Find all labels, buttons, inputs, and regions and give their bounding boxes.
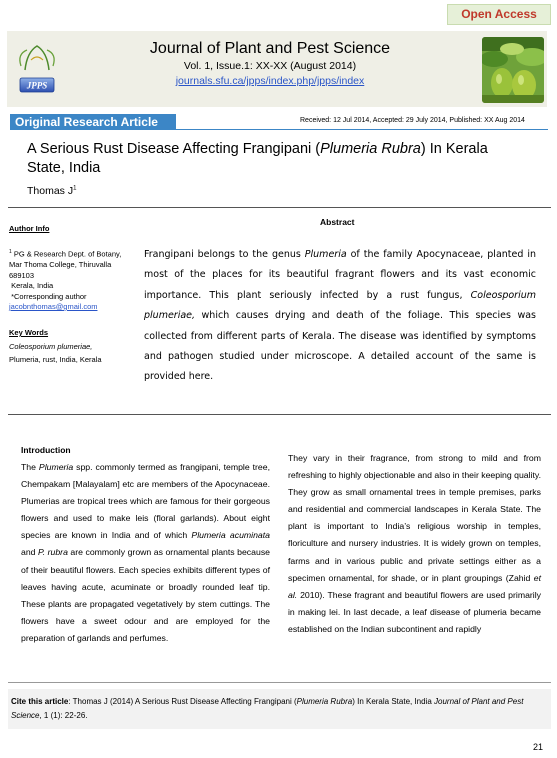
introduction-heading: Introduction <box>21 445 71 455</box>
keywords: Coleosporium plumeriae, Plumeria, rust, India, Kerala <box>9 342 102 364</box>
logo-text: JPPS <box>26 80 48 91</box>
divider <box>8 414 551 415</box>
author-info: $^1$ PG & Research Dept. of Botany, Mar Thoma College, Thiruvalla 689103 Kerala, India *Corresponding author jacobnthomas@gmail.com <box>9 249 122 311</box>
body-column-right: They vary in their fragrance, from strong to mild and from refreshing to highly objectionable and also in their keeping quality. They grow as small ornamental trees in temple premises, parks and residential and commercial landscapes in Kerala State. The plant is important to India’s religious worship in temples, floriculture and nursery industries. It is widely grown on temples, farms and in various public and private settings either as a specimen ornamental, for shade, or in plant groupings (Zahid et al. 2010). These fragrant and beautiful flowers are used primarily in making lei. In last decade, a leaf disease of plumeria became established on the Indian subcontinent and rapidly <box>288 453 541 634</box>
paper-title: A Serious Rust Disease Affecting Frangipani (Plumeria Rubra) In Kerala State, India <box>27 141 488 176</box>
body-column-left: The Plumeria spp. commonly termed as frangipani, temple tree, Chempakam [Malayalam] etc are members of the Apocynaceae. Plumerias are tropical trees which are famous for their gorgeous flowers and used to make leis (floral garlands). About eight species are known in India and of which Plumeria acuminata and P. rubra are commonly grown as ornamental plants because of their beautiful flowers. Each species exhibits different types of leaves having acute, acuminate or broadly rounded leaf tip. These plants are propagated vegetatively by stem cuttings. The flowers have a sweet odour and are employed for the preparation of garlands and perfumes. <box>21 462 270 643</box>
open-access-badge: Open Access <box>447 4 551 25</box>
author-email-link[interactable]: jacobnthomas@gmail.com <box>9 302 98 311</box>
journal-logo-icon <box>13 40 61 100</box>
keywords-heading: Key Words <box>9 328 49 337</box>
divider <box>8 207 551 208</box>
author-info-heading: Author Info <box>9 224 50 233</box>
article-type-label: Original Research Article <box>10 114 176 130</box>
journal-title: Journal of Plant and Pest Science <box>149 40 391 57</box>
article-type-rule <box>176 129 548 130</box>
citation-box: Cite this article: Thomas J (2014) A Serious Rust Disease Affecting Frangipani (Plumeria Rubra) In Kerala State, India Journal of Plant and Pest Science, 1 (1): 22-26. <box>8 689 551 729</box>
abstract-heading: Abstract <box>320 217 355 227</box>
page-number: 21 <box>533 742 544 752</box>
article-dates: Received: 12 Jul 2014, Accepted: 29 July 2014, Published: XX Aug 2014 <box>300 117 525 124</box>
author-line: Thomas $J^1$ <box>27 185 77 197</box>
journal-volume: Vol. 1, Issue.1: XX-XX (August 2014) <box>183 60 357 72</box>
divider <box>8 682 551 683</box>
journal-url-link[interactable]: journals.sfu.ca/jpps/index.php/jpps/index <box>175 75 365 87</box>
journal-cover-image <box>482 37 544 103</box>
abstract-text: Frangipani belongs to the genus Plumeria of the family Apocynaceae, planted in most of the places for its beautiful fragrant flowers and its vast economic importance. This plant seriously infected by a rust fungus, Coleosporium plumeriae, which causes drying and death of the foliage. This species was collected from different parts of Kerala. The disease was identified by symptoms and pathogen studied under microscope. A detailed account of the same is provided here. <box>144 249 536 383</box>
